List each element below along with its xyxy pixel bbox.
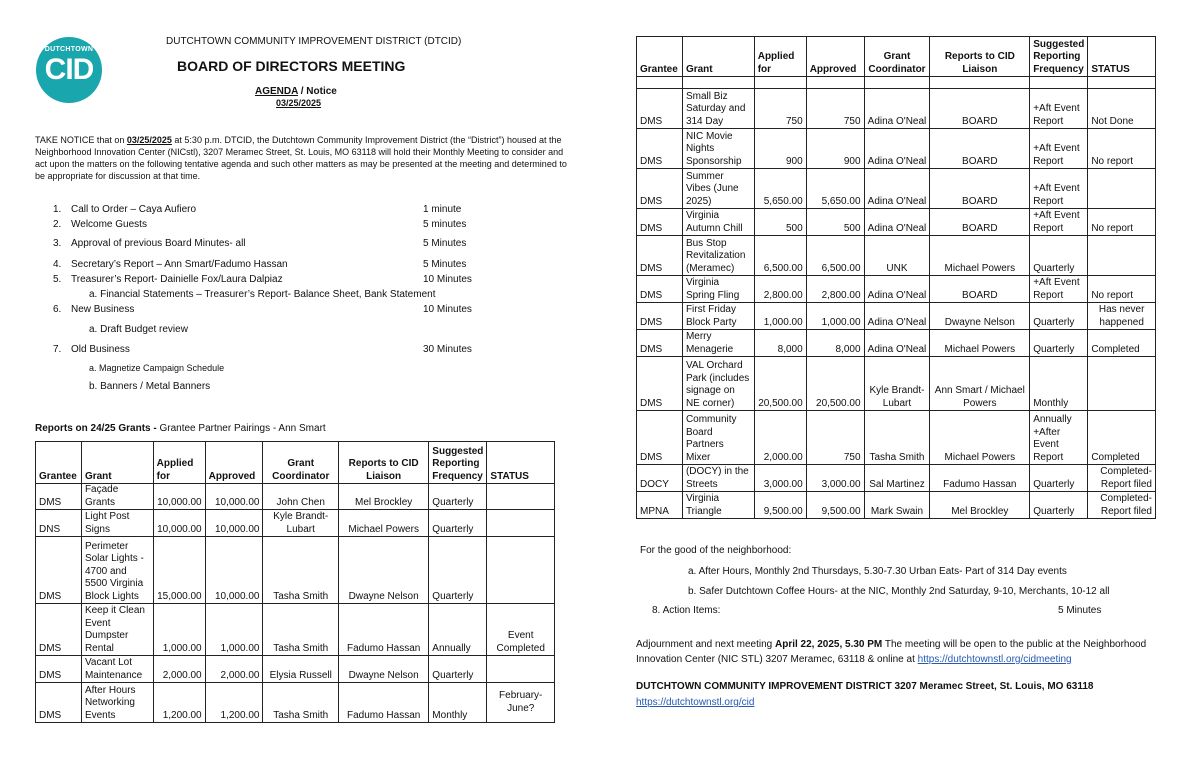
cell-status: February-June? <box>487 683 555 723</box>
org-header: DUTCHTOWN COMMUNITY IMPROVEMENT DISTRICT (DTCID) <box>166 36 462 47</box>
cell-frequency: Quarterly <box>429 656 487 683</box>
cell-liaison: Mel Brockley <box>339 484 429 510</box>
agenda-item <box>53 344 513 356</box>
agenda-duration: 5 Minutes <box>423 238 467 249</box>
cell-grant: After Hours Networking Events <box>81 683 153 723</box>
cell-status <box>487 484 555 510</box>
table-row <box>637 209 1156 236</box>
table-row <box>637 276 1156 303</box>
cell-approved: 20,500.00 <box>806 357 864 411</box>
cell-status <box>487 510 555 537</box>
cell-status <box>487 537 555 604</box>
col-grant: Grant <box>81 442 153 484</box>
cell-applied: 5,650.00 <box>754 169 806 209</box>
col-grantee: Grantee <box>637 37 683 77</box>
cell-frequency: Quarterly <box>429 484 487 510</box>
agenda-num: 3. <box>53 238 62 249</box>
cell-frequency: Monthly <box>1030 357 1088 411</box>
footer-org: DUTCHTOWN COMMUNITY IMPROVEMENT DISTRICT 3207 Meramec Street, St. Louis, MO 63118 <box>636 681 1094 692</box>
cell-coordinator: Kyle Brandt-Lubart <box>864 357 930 411</box>
col-status: STATUS <box>487 442 555 484</box>
cid-meeting-link[interactable]: https://dutchtownstl.org/cidmeeting <box>917 654 1072 665</box>
cell-status: No report <box>1088 129 1156 169</box>
cell-status <box>1088 236 1156 276</box>
col-coordinator: Grant Coordinator <box>263 442 339 484</box>
table-row <box>637 357 1156 411</box>
cell-grant: Virginia Triangle <box>682 492 754 519</box>
agenda-duration: 5 Minutes <box>423 259 467 270</box>
col-liaison: Reports to CID Liaison <box>339 442 429 484</box>
cell-grant: Summer Vibes (June 2025) <box>682 169 754 209</box>
cell-liaison: Michael Powers <box>930 411 1030 465</box>
table-row <box>36 537 555 604</box>
logo-cid-text: CID <box>44 53 94 86</box>
cell-grantee: DMS <box>36 604 82 656</box>
cell-coordinator: Tasha Smith <box>864 411 930 465</box>
cell-coordinator: Tasha Smith <box>263 537 339 604</box>
agenda-word: AGENDA <box>255 86 298 97</box>
cell-grantee: DMS <box>637 357 683 411</box>
agenda-duration: 5 minutes <box>423 219 467 230</box>
adjourn-lead: Adjournment and next meeting <box>636 639 775 650</box>
cell-liaison: Michael Powers <box>339 510 429 537</box>
col-applied: Applied for <box>153 442 205 484</box>
col-coordinator: Grant Coordinator <box>864 37 930 77</box>
table-row <box>36 656 555 683</box>
cell-grant: Façade Grants <box>81 484 153 510</box>
cell-approved: 900 <box>806 129 864 169</box>
cell-status: Has never happened <box>1088 303 1156 330</box>
table-row <box>637 492 1156 519</box>
cell-applied: 10,000.00 <box>153 510 205 537</box>
reports-heading-rest: Grantee Partner Pairings - Ann Smart <box>159 423 326 434</box>
cell-liaison: Mel Brockley <box>930 492 1030 519</box>
cell-liaison: Fadumo Hassan <box>930 465 1030 492</box>
good-item-a: a. After Hours, Monthly 2nd Thursdays, 5.30-7.30 Urban Eats- Part of 314 Day events <box>688 566 1067 577</box>
table-row <box>637 330 1156 357</box>
cell-applied: 20,500.00 <box>754 357 806 411</box>
agenda-item <box>53 219 513 231</box>
col-status: STATUS <box>1088 37 1156 77</box>
cell-frequency: Quarterly <box>429 537 487 604</box>
cell-applied: 15,000.00 <box>153 537 205 604</box>
cell-grant: Bus Stop Revitalization (Meramec) <box>682 236 754 276</box>
agenda-duration: 1 minute <box>423 204 462 215</box>
notice-date: 03/25/2025 <box>126 135 172 145</box>
cell-status <box>1088 357 1156 411</box>
logo-top-text: DUTCHTOWN <box>44 46 94 53</box>
cell-approved: 1,000.00 <box>806 303 864 330</box>
cell-frequency: Annually +After Event Report <box>1030 411 1088 465</box>
cell-status: No report <box>1088 209 1156 236</box>
table-row <box>637 303 1156 330</box>
cell-coordinator: Adina O'Neal <box>864 129 930 169</box>
table-spacer-row <box>637 77 1156 89</box>
cell-grant: Small Biz Saturday and 314 Day <box>682 89 754 129</box>
cell-status: Completed-Report filed <box>1088 492 1156 519</box>
table-row <box>637 169 1156 209</box>
cell-approved: 1,000.00 <box>205 604 263 656</box>
agenda-duration: 30 Minutes <box>423 344 472 355</box>
cell-applied: 2,000.00 <box>754 411 806 465</box>
cell-frequency: +Aft Event Report <box>1030 89 1088 129</box>
agenda-text: New Business <box>71 304 135 315</box>
cell-liaison: BOARD <box>930 129 1030 169</box>
cell-frequency: Quarterly <box>1030 236 1088 276</box>
cell-liaison: Michael Powers <box>930 236 1030 276</box>
agenda-num: 2. <box>53 219 62 230</box>
cell-grantee: DMS <box>36 656 82 683</box>
adjourn-date: April 22, 2025, 5.30 PM <box>774 639 883 650</box>
notice-paragraph <box>35 134 575 182</box>
table-row <box>637 129 1156 169</box>
cell-grantee: DMS <box>637 169 683 209</box>
col-applied: Applied for <box>754 37 806 77</box>
notice-prefix: TAKE NOTICE that on <box>35 135 127 145</box>
cell-liaison: Ann Smart / Michael Powers <box>930 357 1030 411</box>
cell-approved: 10,000.00 <box>205 537 263 604</box>
grants-table-left <box>35 441 555 723</box>
cell-coordinator: Adina O'Neal <box>864 303 930 330</box>
cell-liaison: Dwayne Nelson <box>339 537 429 604</box>
col-approved: Approved <box>806 37 864 77</box>
col-liaison: Reports to CID Liaison <box>930 37 1030 77</box>
cell-grantee: DMS <box>637 411 683 465</box>
cell-approved: 1,200.00 <box>205 683 263 723</box>
reports-heading-bold: Reports on 24/25 Grants - <box>35 423 160 434</box>
table-row <box>637 465 1156 492</box>
agenda-item <box>53 304 513 316</box>
cell-coordinator: Kyle Brandt-Lubart <box>263 510 339 537</box>
cell-coordinator: John Chen <box>263 484 339 510</box>
cell-frequency: Quarterly <box>1030 303 1088 330</box>
agenda-heading <box>255 86 337 97</box>
agenda-item <box>53 238 513 250</box>
agenda-sub-magnetize: a. Magnetize Campaign Schedule <box>89 363 225 373</box>
cell-grantee: DOCY <box>637 465 683 492</box>
cell-liaison: Fadumo Hassan <box>339 604 429 656</box>
cell-liaison: BOARD <box>930 209 1030 236</box>
cell-coordinator: Adina O'Neal <box>864 276 930 303</box>
cell-grantee: DMS <box>637 129 683 169</box>
agenda-text: Welcome Guests <box>71 219 147 230</box>
cell-approved: 500 <box>806 209 864 236</box>
table-row <box>36 604 555 656</box>
agenda-duration: 10 Minutes <box>423 274 472 285</box>
cell-grantee: DMS <box>637 209 683 236</box>
cell-grantee: DMS <box>637 330 683 357</box>
cell-coordinator: Tasha Smith <box>263 604 339 656</box>
good-item-b: b. Safer Dutchtown Coffee Hours- at the NIC, Monthly 2nd Saturday, 9-10, Merchants, 10-12 all <box>688 586 1110 597</box>
agenda-sub-banners: b. Banners / Metal Banners <box>89 381 211 392</box>
cell-approved: 750 <box>806 411 864 465</box>
cell-frequency: +Aft Event Report <box>1030 276 1088 303</box>
agenda-num: 4. <box>53 259 62 270</box>
cell-applied: 900 <box>754 129 806 169</box>
cell-applied: 1,000.00 <box>153 604 205 656</box>
cell-liaison: Fadumo Hassan <box>339 683 429 723</box>
cell-grant: Light Post Signs <box>81 510 153 537</box>
cell-grantee: DNS <box>36 510 82 537</box>
cell-grant: Virginia Spring Fling <box>682 276 754 303</box>
cell-grantee: DMS <box>637 89 683 129</box>
cell-grant: Vacant Lot Maintenance <box>81 656 153 683</box>
cell-approved: 750 <box>806 89 864 129</box>
cell-approved: 10,000.00 <box>205 484 263 510</box>
agenda-text: Secretary’s Report – Ann Smart/Fadumo Hassan <box>71 259 288 270</box>
good-of-neighborhood-heading: For the good of the neighborhood: <box>640 545 792 556</box>
table-row <box>36 510 555 537</box>
cell-approved: 10,000.00 <box>205 510 263 537</box>
cell-coordinator: Mark Swain <box>864 492 930 519</box>
cell-coordinator: Elysia Russell <box>263 656 339 683</box>
cell-approved: 8,000 <box>806 330 864 357</box>
cell-coordinator: Adina O'Neal <box>864 89 930 129</box>
agenda-text: Call to Order – Caya Aufiero <box>71 204 197 215</box>
cell-grant: Community Board Partners Mixer <box>682 411 754 465</box>
agenda-num: 6. <box>53 304 62 315</box>
agenda-sub-financial: a. Financial Statements – Treasurer’s Report- Balance Sheet, Bank Statement <box>89 289 436 300</box>
cell-applied: 2,800.00 <box>754 276 806 303</box>
cell-grantee: DMS <box>637 236 683 276</box>
dutchtown-cid-logo <box>36 37 102 103</box>
cell-status: Completed <box>1088 330 1156 357</box>
cell-applied: 10,000.00 <box>153 484 205 510</box>
cell-status: Completed <box>1088 411 1156 465</box>
cell-grant: Merry Menagerie <box>682 330 754 357</box>
agenda-item <box>53 274 513 286</box>
cell-applied: 3,000.00 <box>754 465 806 492</box>
cell-status: Event Completed <box>487 604 555 656</box>
cell-coordinator: Adina O'Neal <box>864 330 930 357</box>
action-items: 8. Action Items: <box>652 605 721 616</box>
table-row <box>637 411 1156 465</box>
cell-applied: 1,200.00 <box>153 683 205 723</box>
cell-coordinator: Adina O'Neal <box>864 209 930 236</box>
cell-coordinator: Tasha Smith <box>263 683 339 723</box>
cell-frequency: Quarterly <box>1030 465 1088 492</box>
table-row <box>36 484 555 510</box>
cell-status: Completed-Report filed <box>1088 465 1156 492</box>
cell-frequency: +Aft Event Report <box>1030 129 1088 169</box>
page-title: BOARD OF DIRECTORS MEETING <box>177 58 406 74</box>
col-approved: Approved <box>205 442 263 484</box>
agenda-num: 7. <box>53 344 62 355</box>
cell-coordinator: Adina O'Neal <box>864 169 930 209</box>
cell-status <box>1088 169 1156 209</box>
table-row <box>637 89 1156 129</box>
reports-heading <box>35 423 326 434</box>
cell-frequency: Annually <box>429 604 487 656</box>
cell-applied: 750 <box>754 89 806 129</box>
action-items-duration: 5 Minutes <box>1058 605 1102 616</box>
cell-frequency: Quarterly <box>1030 492 1088 519</box>
cell-approved: 3,000.00 <box>806 465 864 492</box>
agenda-sub-draft-budget: a. Draft Budget review <box>89 324 188 335</box>
cell-approved: 5,650.00 <box>806 169 864 209</box>
cell-applied: 9,500.00 <box>754 492 806 519</box>
agenda-text: Approval of previous Board Minutes- all <box>71 238 246 249</box>
cell-liaison: BOARD <box>930 169 1030 209</box>
cell-frequency: Quarterly <box>429 510 487 537</box>
col-frequency: Suggested Reporting Frequency <box>1030 37 1088 77</box>
cell-grantee: DMS <box>36 537 82 604</box>
agenda-item <box>53 204 513 216</box>
cell-grantee: MPNA <box>637 492 683 519</box>
cell-frequency: +Aft Event Report <box>1030 169 1088 209</box>
cell-liaison: Dwayne Nelson <box>930 303 1030 330</box>
cell-grantee: DMS <box>36 683 82 723</box>
cell-grant: First Friday Block Party <box>682 303 754 330</box>
cell-applied: 2,000.00 <box>153 656 205 683</box>
cell-grant: (DOCY) in the Streets <box>682 465 754 492</box>
cid-website-link[interactable]: https://dutchtownstl.org/cid <box>636 697 755 708</box>
agenda-text: Old Business <box>71 344 130 355</box>
adjourn-rest: The meeting will be open to the public at the Neighborhood Innovation Center (NIC STL) 3207 Meramec, 63118 & online at <box>636 639 1147 665</box>
col-frequency: Suggested Reporting Frequency <box>429 442 487 484</box>
cell-grant: Keep it Clean Event Dumpster Rental <box>81 604 153 656</box>
cell-approved: 9,500.00 <box>806 492 864 519</box>
agenda-num: 1. <box>53 204 62 215</box>
cell-approved: 2,800.00 <box>806 276 864 303</box>
agenda-duration: 10 Minutes <box>423 304 472 315</box>
cell-status <box>487 656 555 683</box>
cell-status: No report <box>1088 276 1156 303</box>
table-row <box>637 236 1156 276</box>
agenda-num: 5. <box>53 274 62 285</box>
cell-applied: 1,000.00 <box>754 303 806 330</box>
cell-grantee: DMS <box>36 484 82 510</box>
grants-table-right <box>636 36 1156 519</box>
table-header-row <box>36 442 555 484</box>
cell-approved: 6,500.00 <box>806 236 864 276</box>
cell-frequency: +Aft Event Report <box>1030 209 1088 236</box>
table-row <box>36 683 555 723</box>
agenda-text: Treasurer’s Report- Dainielle Fox/Laura Dalpiaz <box>71 274 283 285</box>
cell-grant: VAL Orchard Park (includes signage on NE corner) <box>682 357 754 411</box>
cell-grant: Virginia Autumn Chill <box>682 209 754 236</box>
cell-liaison: Dwayne Nelson <box>339 656 429 683</box>
notice-word: / Notice <box>297 86 337 97</box>
col-grantee: Grantee <box>36 442 82 484</box>
meeting-date: 03/25/2025 <box>276 98 322 108</box>
cell-coordinator: UNK <box>864 236 930 276</box>
cell-grant: Perimeter Solar Lights - 4700 and 5500 Virginia Block Lights <box>81 537 153 604</box>
cell-frequency: Quarterly <box>1030 330 1088 357</box>
cell-grant: NIC Movie Nights Sponsorship <box>682 129 754 169</box>
cell-liaison: BOARD <box>930 276 1030 303</box>
table-header-row <box>637 37 1156 77</box>
cell-grantee: DMS <box>637 276 683 303</box>
cell-frequency: Monthly <box>429 683 487 723</box>
cell-status: Not Done <box>1088 89 1156 129</box>
cell-liaison: Michael Powers <box>930 330 1030 357</box>
cell-coordinator: Sal Martinez <box>864 465 930 492</box>
cell-applied: 8,000 <box>754 330 806 357</box>
cell-approved: 2,000.00 <box>205 656 263 683</box>
col-grant: Grant <box>682 37 754 77</box>
notice-body: at 5:30 p.m. DTCID, the Dutchtown Community Improvement District (the “District”) housed at the Neighborhood Innovation Center (NICstl), 3207 Meramec Street, St. Louis, MO 63118 will hold their Monthly Meeting to consider and act upon the matters on the following tentative agenda and such other matters as may be presented at the meeting and determined to be appropriate for discussion at that time. <box>35 135 567 181</box>
adjournment-paragraph <box>636 637 1156 667</box>
cell-applied: 500 <box>754 209 806 236</box>
cell-liaison: BOARD <box>930 89 1030 129</box>
cell-applied: 6,500.00 <box>754 236 806 276</box>
agenda-item <box>53 259 513 271</box>
cell-grantee: DMS <box>637 303 683 330</box>
